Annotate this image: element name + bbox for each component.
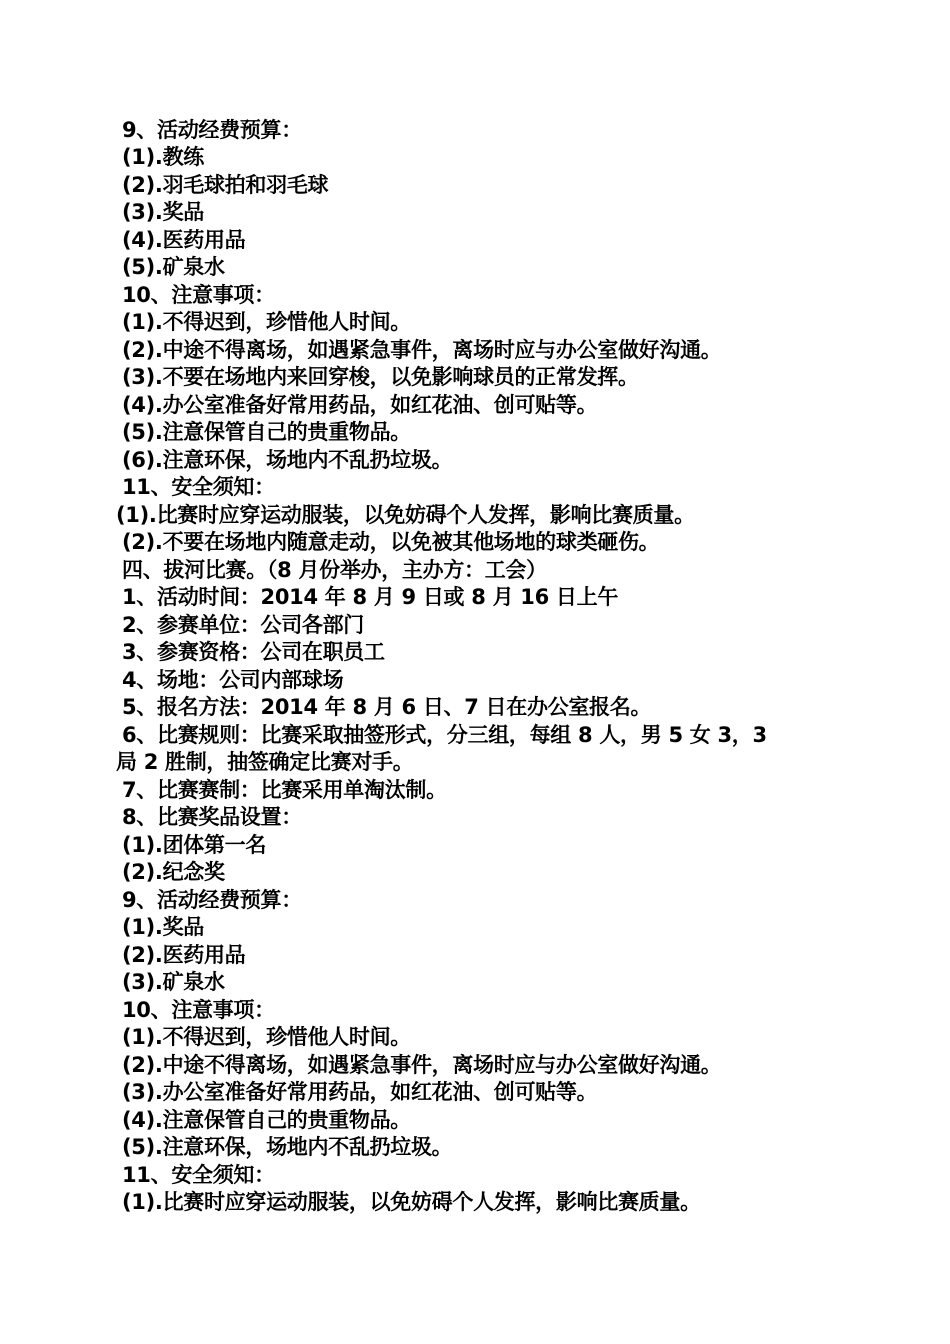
- text-line: (2).不要在场地内随意走动，以免被其他场地的球类砸伤。: [122, 530, 660, 554]
- text-line: (1).奖品: [122, 915, 204, 939]
- text-line: (6).注意环保，场地内不乱扔垃圾。: [122, 448, 453, 472]
- text-line: (5).注意保管自己的贵重物品。: [122, 420, 411, 444]
- text-line: (2).羽毛球拍和羽毛球: [122, 173, 329, 197]
- text-line: 2、参赛单位：公司各部门: [122, 613, 365, 637]
- text-line: (1).不得迟到，珍惜他人时间。: [122, 310, 411, 334]
- text-line: 5、报名方法：2014 年 8 月 6 日、7 日在办公室报名。: [122, 695, 652, 719]
- text-line: 8、比赛奖品设置：: [122, 805, 302, 829]
- text-line: (1).团体第一名: [122, 833, 267, 857]
- text-line: (2).中途不得离场，如遇紧急事件，离场时应与办公室做好沟通。: [122, 1053, 722, 1077]
- text-line: (2).中途不得离场，如遇紧急事件，离场时应与办公室做好沟通。: [122, 338, 722, 362]
- text-line: 7、比赛赛制：比赛采用单淘汰制。: [122, 778, 447, 802]
- text-line: (3).不要在场地内来回穿梭，以免影响球员的正常发挥。: [122, 365, 639, 389]
- text-line: 1、活动时间：2014 年 8 月 9 日或 8 月 16 日上午: [122, 585, 619, 609]
- text-line: 9、活动经费预算：: [122, 118, 302, 142]
- text-line: (3).矿泉水: [122, 970, 225, 994]
- text-line: 11、安全须知：: [122, 1163, 275, 1187]
- text-line: (1).教练: [122, 145, 204, 169]
- text-line: (5).注意环保，场地内不乱扔垃圾。: [122, 1135, 453, 1159]
- text-line: 局 2 胜制，抽签确定比赛对手。: [116, 750, 414, 774]
- text-line: 11、安全须知：: [122, 475, 275, 499]
- text-line: (4).注意保管自己的贵重物品。: [122, 1108, 411, 1132]
- text-line: (1).不得迟到，珍惜他人时间。: [122, 1025, 411, 1049]
- text-line: 10、注意事项：: [122, 998, 275, 1022]
- text-line: (5).矿泉水: [122, 255, 225, 279]
- text-line: 6、比赛规则：比赛采取抽签形式，分三组，每组 8 人，男 5 女 3，3: [122, 723, 767, 747]
- text-line: (1).比赛时应穿运动服装，以免妨碍个人发挥，影响比赛质量。: [122, 1190, 701, 1214]
- text-line: (3).办公室准备好常用药品，如红花油、创可贴等。: [122, 1080, 598, 1104]
- text-line: 10、注意事项：: [122, 283, 275, 307]
- text-line: 3、参赛资格：公司在职员工: [122, 640, 385, 664]
- text-line: (2).纪念奖: [122, 860, 225, 884]
- text-line: (2).医药用品: [122, 943, 246, 967]
- text-line: (4).医药用品: [122, 228, 246, 252]
- text-line: (3).奖品: [122, 200, 204, 224]
- section-heading: 四、拔河比赛。（8 月份举办，主办方：工会）: [122, 558, 547, 582]
- text-line: (4).办公室准备好常用药品，如红花油、创可贴等。: [122, 393, 598, 417]
- text-line: (1).比赛时应穿运动服装，以免妨碍个人发挥，影响比赛质量。: [116, 503, 695, 527]
- text-line: 4、场地：公司内部球场: [122, 668, 344, 692]
- text-line: 9、活动经费预算：: [122, 888, 302, 912]
